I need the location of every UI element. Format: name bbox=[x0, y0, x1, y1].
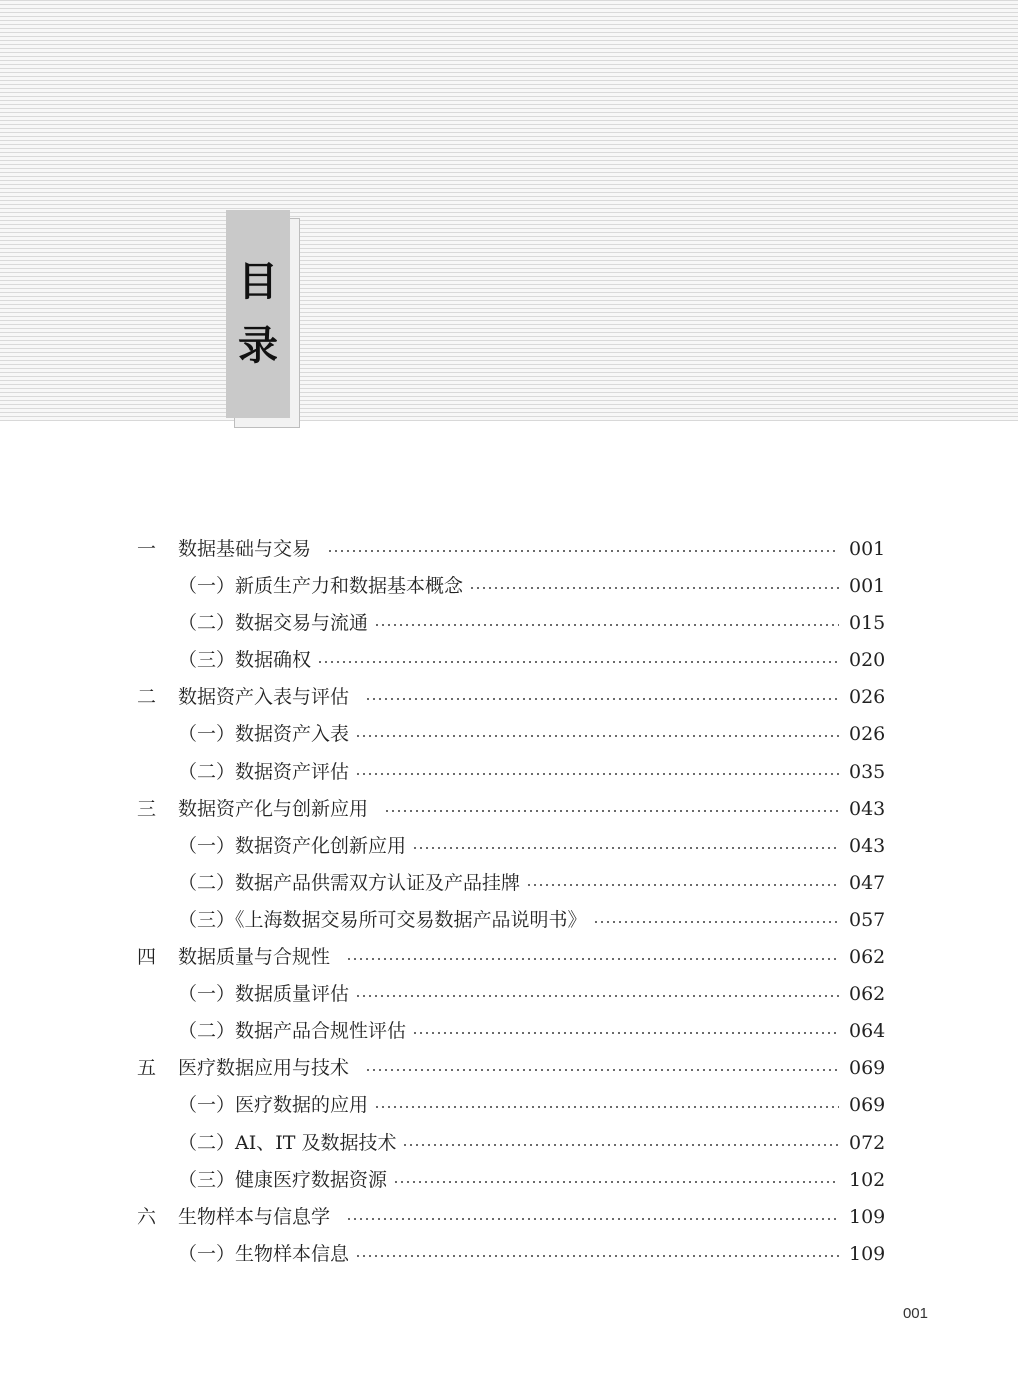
toc-page-number: 109 bbox=[849, 1205, 886, 1228]
toc-entry-title: （二）数据交易与流通 bbox=[178, 612, 369, 635]
toc-section-entry[interactable] bbox=[0, 1125, 1018, 1162]
toc-entry-title: （三）健康医疗数据资源 bbox=[178, 1168, 388, 1191]
toc-chapter-number: 四 bbox=[137, 946, 157, 969]
toc-page-number: 026 bbox=[849, 723, 886, 746]
toc-chapter-entry[interactable] bbox=[0, 531, 1018, 568]
toc-chapter-number: 五 bbox=[137, 1057, 157, 1080]
toc-dot-leader bbox=[365, 679, 839, 716]
toc-chapter-entry[interactable] bbox=[0, 939, 1018, 976]
contents-title-block bbox=[226, 210, 290, 418]
toc-dot-leader bbox=[355, 1236, 839, 1273]
toc-chapter-entry[interactable] bbox=[0, 679, 1018, 716]
toc-entry-title: 数据资产化与创新应用 bbox=[178, 797, 369, 820]
toc-dot-leader bbox=[374, 605, 839, 642]
toc-entry-title: 生物样本与信息学 bbox=[178, 1205, 331, 1228]
toc-entry-title: 数据基础与交易 bbox=[178, 538, 312, 560]
toc-page-number: 035 bbox=[849, 760, 886, 783]
toc-page-number: 064 bbox=[849, 1020, 886, 1043]
toc-section-entry[interactable] bbox=[0, 1087, 1018, 1124]
toc-dot-leader bbox=[355, 976, 839, 1013]
toc-dot-leader bbox=[317, 642, 839, 679]
toc-dot-leader bbox=[327, 531, 839, 568]
toc-dot-leader bbox=[384, 791, 839, 828]
toc-entry-title: （一）数据资产化创新应用 bbox=[178, 834, 407, 857]
toc-entry-title: （三）数据确权 bbox=[178, 649, 312, 672]
toc-page-number: 020 bbox=[849, 649, 886, 672]
toc-dot-leader bbox=[365, 1050, 839, 1087]
toc-page-number: 062 bbox=[849, 946, 886, 969]
toc-page-number: 001 bbox=[849, 538, 886, 560]
page-number: 001 bbox=[902, 1305, 928, 1322]
toc-page-number: 072 bbox=[849, 1131, 886, 1154]
toc-dot-leader bbox=[346, 1199, 839, 1236]
toc-section-entry[interactable] bbox=[0, 568, 1018, 605]
toc-entry-title: （一）医疗数据的应用 bbox=[178, 1094, 369, 1117]
toc-section-entry[interactable] bbox=[0, 716, 1018, 753]
toc-dot-leader bbox=[526, 865, 839, 902]
toc-dot-leader bbox=[374, 1087, 839, 1124]
toc-page-number: 057 bbox=[849, 908, 886, 931]
toc-chapter-number: 二 bbox=[137, 686, 157, 709]
toc-page-number: 043 bbox=[849, 834, 886, 857]
toc-chapter-number: 一 bbox=[137, 538, 157, 560]
toc-dot-leader bbox=[355, 716, 839, 753]
table-of-contents bbox=[0, 531, 1018, 1273]
toc-dot-leader bbox=[355, 754, 839, 791]
toc-page-number: 069 bbox=[849, 1094, 886, 1117]
toc-section-entry[interactable] bbox=[0, 902, 1018, 939]
toc-dot-leader bbox=[346, 939, 839, 976]
toc-entry-title: （二）数据产品供需双方认证及产品挂牌 bbox=[178, 871, 521, 894]
toc-entry-title: （一）生物样本信息 bbox=[178, 1242, 350, 1265]
toc-chapter-number: 三 bbox=[137, 797, 157, 820]
toc-page-number: 026 bbox=[849, 686, 886, 709]
toc-dot-leader bbox=[393, 1162, 839, 1199]
contents-title-char: 录 bbox=[238, 322, 278, 369]
toc-section-entry[interactable] bbox=[0, 828, 1018, 865]
toc-entry-title: （一）数据资产入表 bbox=[178, 723, 350, 746]
toc-entry-title: 数据质量与合规性 bbox=[178, 946, 331, 969]
toc-section-entry[interactable] bbox=[0, 642, 1018, 679]
toc-page-number: 001 bbox=[849, 575, 886, 598]
toc-entry-title: （二）AI、IT 及数据技术 bbox=[178, 1131, 397, 1154]
toc-entry-title: （一）新质生产力和数据基本概念 bbox=[178, 575, 464, 598]
toc-entry-title: （一）数据质量评估 bbox=[178, 983, 350, 1006]
toc-page-number: 102 bbox=[849, 1168, 886, 1191]
toc-dot-leader bbox=[412, 828, 839, 865]
toc-page-number: 015 bbox=[849, 612, 886, 635]
toc-dot-leader bbox=[412, 1013, 839, 1050]
toc-section-entry[interactable] bbox=[0, 1013, 1018, 1050]
toc-chapter-number: 六 bbox=[137, 1205, 157, 1228]
toc-chapter-entry[interactable] bbox=[0, 1050, 1018, 1087]
toc-page-number: 043 bbox=[849, 797, 886, 820]
header-band bbox=[0, 0, 1018, 420]
toc-page-number: 047 bbox=[849, 871, 886, 894]
toc-section-entry[interactable] bbox=[0, 865, 1018, 902]
toc-entry-title: （二）数据资产评估 bbox=[178, 760, 350, 783]
toc-entry-title: （二）数据产品合规性评估 bbox=[178, 1020, 407, 1043]
toc-section-entry[interactable] bbox=[0, 976, 1018, 1013]
toc-page-number: 109 bbox=[849, 1242, 886, 1265]
contents-title-char: 目 bbox=[238, 258, 278, 305]
toc-dot-leader bbox=[469, 568, 839, 605]
toc-section-entry[interactable] bbox=[0, 1236, 1018, 1273]
toc-dot-leader bbox=[593, 902, 839, 939]
toc-section-entry[interactable] bbox=[0, 1162, 1018, 1199]
toc-section-entry[interactable] bbox=[0, 605, 1018, 642]
toc-entry-title: 医疗数据应用与技术 bbox=[178, 1057, 350, 1080]
toc-entry-title: 数据资产入表与评估 bbox=[178, 686, 350, 709]
toc-page-number: 062 bbox=[849, 983, 886, 1006]
toc-dot-leader bbox=[402, 1125, 839, 1162]
toc-entry-title: （三）《上海数据交易所可交易数据产品说明书》 bbox=[178, 908, 587, 931]
toc-section-entry[interactable] bbox=[0, 754, 1018, 791]
header-divider bbox=[0, 420, 1018, 421]
toc-chapter-entry[interactable] bbox=[0, 1199, 1018, 1236]
toc-chapter-entry[interactable] bbox=[0, 791, 1018, 828]
toc-page-number: 069 bbox=[849, 1057, 886, 1080]
